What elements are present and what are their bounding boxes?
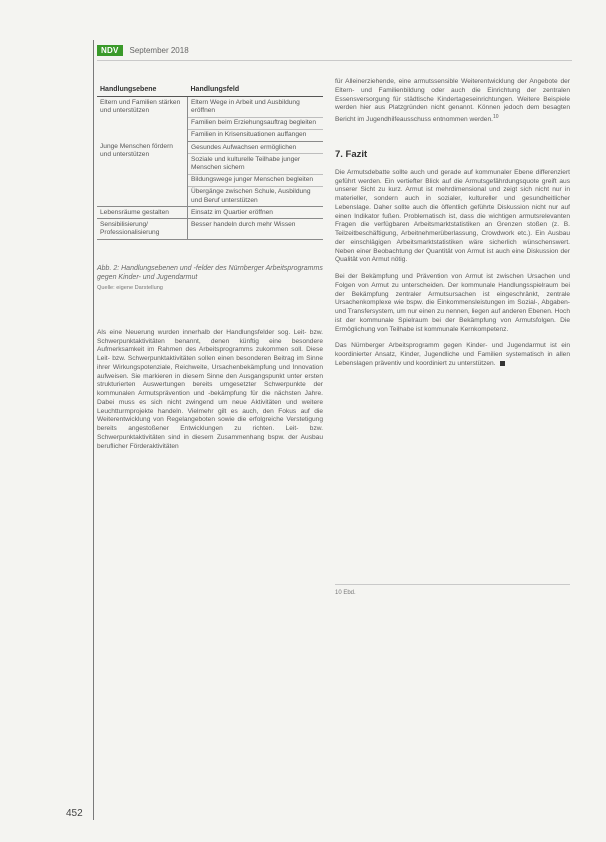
table-header-level: Handlungsebene: [97, 84, 188, 97]
table-cell-level: Eltern und Familien stärken und unterstützen: [97, 97, 188, 142]
figure-caption: Abb. 2: Handlungsebenen und -felder des Nürnberger Arbeitsprogramms gegen Kinder- und Jugendarmut: [97, 264, 323, 281]
section-heading: 7. Fazit: [335, 148, 368, 160]
issue-date: September 2018: [129, 45, 189, 55]
figure-source: Quelle: eigene Darstellung: [97, 284, 163, 291]
fazit-paragraph: Bei der Bekämpfung und Prävention von Armut ist zwischen Ursachen und Folgen von Armut zu unterscheiden. Der kommunale Handlungsspielraum bei der Bekämpfung zentraler Armutsursachen ist eingeschränkt, zentrale Ursachenkomplexe wie bspw. die Einkommensleistungen im Sozial-, Abgaben- und Transfersystem, um nur einen zu nennen, liegen auf anderen Ebenen. Hoch ist der kommunale Spielraum bei der Bekämpfung von Armutsfolgen. Die Ermöglichung von Teilhabe ist kommunale Kernkompetenz.: [335, 273, 570, 333]
fazit-paragraph: [335, 342, 570, 368]
table-cell-field: Familien in Krisensituationen auffangen: [188, 129, 324, 141]
footnote-rule: [335, 584, 570, 585]
page-edge-line: [93, 40, 94, 820]
fazit-paragraph: Die Armutsdebatte sollte auch und gerade auf kommunaler Ebene differenziert geführt werden. Ein vertiefter Blick auf die Armutsgefährdungsquote greift aus unserer Sicht zu kurz. Armut ist mehrdimensional und zeigt sich nicht nur in materieller, sondern auch in sozialer, kultureller und gesundheitlicher Lebenslage. Daher sollte auch die öffentlich geführte Diskussion nicht nur auf einen Indikator fußen. Problematisch ist, dass die wichtigen armutsrelevanten Fragen die verfügbaren Arbeitsmarktstatistiken an Grenzen stoßen (z. B. Teilzeitbeschäftigung, Arbeitnehmerüberlassung, Crowdwork etc.). Ein Ausbau der einschlägigen Arbeitsmarktstatistiken wäre sicherlich wünschenswert. Neben einer Beobachtung der Quantität von Armut ist auch eine Diskussion der Qualität von Armut nötig.: [335, 168, 570, 264]
table-cell-level: Lebensräume gestalten: [97, 207, 188, 219]
fazit-last-text: Das Nürnberger Arbeitsprogramm gegen Kinder- und Jugendarmut ist ein koordinierter Ansatz, Kinder, Jugendliche und Familien systematisch in allen Lebenslagen präventiv und koordiniert zu unterstützen.: [335, 342, 570, 367]
right-intro-body: für Alleinerziehende, eine armutssensible Weiterentwicklung der Angebote der Eltern- und Familienbildung oder auch die Einrichtung der zentralen Essensversorgung für städtische Kindertageseinrichtungen. Weitere Beispiele werden hier aus Platzgründen nicht genannt. Können jedoch dem besagten Bericht im Jugendhilfeausschuss entnommen werden.: [335, 78, 570, 124]
table-cell-field: Übergänge zwischen Schule, Ausbildung und Beruf unterstützen: [188, 186, 324, 206]
header-rule: [97, 60, 572, 61]
footnote: 10 Ebd.: [335, 590, 356, 596]
table-cell-level: Sensibilisierung/ Professionalisierung: [97, 219, 188, 239]
left-column: [97, 84, 323, 458]
table-cell-level: Junge Menschen fördern und unterstützen: [97, 142, 188, 207]
table-cell-field: Besser handeln durch mehr Wissen: [188, 219, 324, 239]
table-cell-field: Soziale und kulturelle Teilhabe junger Menschen sichern: [188, 154, 324, 174]
journal-logo: NDV: [97, 45, 123, 56]
right-column: [335, 78, 570, 369]
right-intro-text: für Alleinerziehende, eine armutssensible Weiterentwicklung der Angebote der Eltern- und Familienbildung oder auch die Einrichtung der zentralen Essensversorgung für städtische Kindertageseinrichtungen. Weitere Beispiele werden hier aus Platzgründen nicht genannt. Können jedoch dem besagten Bericht im Jugendhilfeausschuss entnommen werden.$^{10}$: [335, 78, 570, 124]
table-cell-field: Eltern Wege in Arbeit und Ausbildung eröffnen: [188, 97, 324, 117]
end-of-article-icon: [500, 361, 505, 366]
table-cell-field: Gesundes Aufwachsen ermöglichen: [188, 142, 324, 154]
table-header-field: Handlungsfeld: [188, 84, 324, 97]
action-fields-table: [97, 84, 323, 240]
table-cell-field: Einsatz im Quartier eröffnen: [188, 207, 324, 219]
page-number: 452: [66, 808, 83, 819]
left-body-text: Als eine Neuerung wurden innerhalb der Handlungsfelder sog. Leit- bzw. Schwerpunktaktivitäten benannt, denen künftig eine besondere Aufmerksamkeit im Rahmen des Arbeitsprogramms zukommen soll. Diese Leit- bzw. Schwerpunktaktivitäten sollen einen besonderen Beitrag im Sinne ihrer Wirkungspotenziale, Reichweite, Ursachenbekämpfung und Innovation aufweisen. Sie markieren in diesem Sinne den Ausgangspunkt unter ersten strukturierten Auswertungen bereits umgesetzter Schwerpunkte der kommunalen Armutsprävention und -bekämpfung für die nächsten Jahre. Dabei muss es sich nicht zwingend um neue Aktivitäten und weitere Leuchtturmprojekte handeln. Vielmehr gilt es auch, den Fokus auf die Weiterentwicklung von Regelangeboten sowie die erfolgreiche Verstetigung bereits angestoßener Entwicklungen zu richten. Leit- bzw. Schwerpunktaktivitäten sind in diesem Zusammenhang bspw. der Ausbau beruflicher Förderaktivitäten: [97, 328, 323, 450]
table-cell-field: Bildungswege junger Menschen begleiten: [188, 174, 324, 186]
page-header: [97, 44, 189, 56]
table-cell-field: Familien beim Erziehungsauftrag begleiten: [188, 117, 324, 129]
